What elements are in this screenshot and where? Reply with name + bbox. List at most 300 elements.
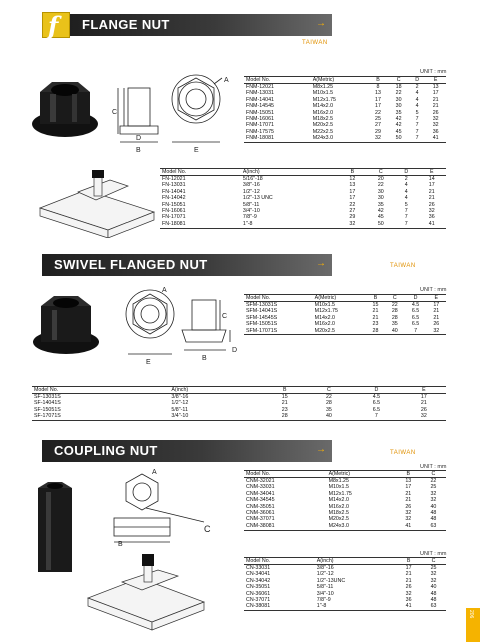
table-cell: CNM-34545: [246, 497, 275, 504]
section-title: FLANGE NUT: [82, 17, 170, 32]
column-header: E: [427, 295, 446, 302]
table-cell: 3/4"-10: [242, 207, 260, 214]
table-cell: 4.5: [411, 302, 420, 309]
table-cell: 12: [349, 176, 356, 183]
column-header: C: [421, 471, 446, 478]
column-header: Model No.: [244, 558, 315, 565]
table-cell: 41: [425, 136, 446, 143]
table-row: [160, 176, 446, 183]
table-row: [244, 136, 446, 143]
table-cell: 21: [372, 314, 379, 321]
table-cell: 42: [395, 115, 402, 122]
table-cell: 21: [405, 571, 412, 578]
table-cell: 42: [395, 122, 402, 129]
table-header-row: [244, 558, 446, 565]
unit-label: UNIT : mm: [420, 464, 447, 470]
table-cell: 6.5: [411, 321, 420, 328]
table-cell: 50: [367, 221, 395, 228]
table-cell: M10x1.5: [328, 484, 349, 491]
column-header: Model No.: [244, 295, 313, 302]
table-cell: SFM-15051S: [246, 321, 278, 328]
flange-metric-table: [244, 76, 446, 143]
table-cell: 42: [377, 207, 384, 214]
table-cell: 7/8"-9: [242, 214, 257, 221]
dim-label-b: B: [136, 147, 141, 154]
column-header: D: [409, 77, 425, 84]
column-header: C: [388, 77, 409, 84]
table-row: [244, 565, 446, 572]
table-cell: 7/8"-9: [316, 596, 331, 603]
table-cell: 17: [428, 182, 435, 189]
table-cell: M8x1.25: [328, 478, 349, 485]
table-cell: 3/8"-16: [171, 394, 189, 401]
table-cell: 21: [405, 497, 412, 504]
table-cell: 25: [430, 565, 437, 572]
table-cell: SF-17071S: [32, 414, 169, 421]
table-row: [244, 523, 446, 530]
dim-label-d: D: [232, 347, 238, 354]
swivel-nut-drawing: [110, 282, 240, 368]
table-cell: 13: [349, 182, 356, 189]
table-cell: 26: [432, 109, 439, 116]
table-cell: 30: [395, 96, 402, 103]
table-cell: 17: [432, 90, 439, 97]
column-header: E: [402, 387, 446, 394]
table-cell: CN-36061: [246, 590, 271, 597]
table-cell: 45: [377, 214, 384, 221]
table-cell: 5: [415, 109, 419, 116]
column-header: A(Metric): [311, 77, 368, 84]
table-header-row: [244, 77, 446, 84]
table-cell: 41: [418, 221, 446, 228]
column-header: C: [307, 387, 351, 394]
arrow-icon: →: [316, 444, 326, 455]
column-header: B: [263, 387, 307, 394]
table-cell: M12x1.75: [314, 308, 338, 315]
table-cell: 30: [377, 188, 384, 195]
column-header: B: [396, 471, 421, 478]
table-cell: M16x2.0: [328, 503, 349, 510]
column-header: A(Metric): [327, 471, 396, 478]
table-cell: 25: [375, 115, 381, 122]
table-cell: 17: [405, 565, 412, 572]
table-header-row: [244, 295, 446, 302]
table-cell: 5/8"-11: [171, 406, 188, 413]
table-cell: 22: [349, 201, 356, 208]
column-header: A(inch): [241, 169, 338, 176]
table-cell: 48: [430, 596, 437, 603]
table-cell: 17: [433, 302, 440, 309]
table-cell: FNM-17575: [246, 128, 274, 135]
table-cell: 1/2"-13UNC: [316, 577, 346, 584]
table-cell: 5/8"-11: [242, 201, 260, 208]
table-cell: 26: [420, 406, 427, 413]
table-cell: 28: [391, 314, 398, 321]
coupling-nut-drawing: [84, 468, 234, 548]
table-cell: 21: [432, 103, 439, 110]
table-cell: 22: [395, 90, 402, 97]
table-cell: 4: [404, 195, 408, 202]
section-title: SWIVEL FLANGED NUT: [54, 257, 208, 272]
table-cell: 21: [432, 96, 439, 103]
swivel-inch-table: [32, 386, 446, 421]
table-cell: 22: [377, 182, 384, 189]
table-cell: M20x2.5: [312, 122, 334, 129]
column-header: B: [396, 558, 421, 565]
table-cell: 22: [430, 478, 437, 485]
table-cell: 3/4"-10: [316, 590, 334, 597]
dim-label-c: C: [222, 313, 228, 320]
table-cell: CN-34042: [246, 577, 271, 584]
section-banner-flange: [70, 14, 332, 36]
table-cell: 1/2"-12: [242, 188, 260, 195]
table-header-row: [32, 387, 446, 394]
table-cell: FN-15051: [162, 201, 186, 208]
table-cell: M14x2.0: [312, 103, 334, 110]
table-row: [32, 394, 446, 401]
dim-label-c: C: [204, 524, 211, 534]
table-cell: 17: [349, 188, 356, 195]
dim-label-a: A: [152, 469, 157, 476]
column-header: C: [367, 169, 395, 176]
column-header: A(inch): [169, 387, 262, 394]
table-cell: 50: [388, 136, 409, 143]
table-cell: FN-18081: [160, 221, 241, 228]
table-cell: 21: [428, 188, 435, 195]
table-cell: 17: [405, 484, 412, 491]
table-cell: 45: [395, 128, 402, 135]
coupling-inch-table: [244, 557, 446, 611]
table-cell: 20: [377, 176, 384, 183]
table-cell: 7: [404, 207, 408, 214]
column-header: B: [338, 169, 366, 176]
table-cell: 36: [432, 128, 439, 135]
table-cell: 22: [325, 394, 332, 401]
table-cell: 25: [430, 484, 437, 491]
table-cell: 1/2"-13 UNC: [242, 195, 273, 202]
arrow-icon: →: [316, 258, 326, 269]
table-cell: 14: [428, 176, 435, 183]
section-banner-coupling: [42, 440, 332, 462]
table-cell: 32: [430, 490, 437, 497]
table-header-row: [160, 169, 446, 176]
column-header: D: [404, 295, 426, 302]
dim-label-c: C: [112, 109, 118, 116]
table-cell: FN-12021: [162, 176, 186, 183]
table-cell: CN-35051: [246, 584, 271, 591]
table-cell: 41: [396, 604, 421, 611]
column-header: C: [421, 558, 446, 565]
table-cell: M10x1.5: [314, 302, 335, 309]
section-title: COUPLING NUT: [54, 443, 158, 458]
table-cell: 13: [405, 478, 412, 485]
table-cell: FNM-17071: [246, 122, 274, 129]
table-cell: 23: [372, 321, 379, 328]
table-row: [244, 328, 446, 335]
table-cell: CN-38081: [244, 604, 315, 611]
table-cell: 30: [377, 195, 384, 202]
table-cell: 26: [428, 201, 435, 208]
table-cell: 32: [428, 207, 435, 214]
flange-nut-drawing: [110, 70, 235, 156]
column-header: D: [351, 387, 402, 394]
table-cell: SF-14041S: [34, 400, 61, 407]
table-cell: 5/16"-18: [242, 176, 263, 183]
unit-label: UNIT : mm: [420, 69, 447, 75]
table-cell: 17: [375, 103, 381, 110]
table-cell: M14x2.0: [328, 497, 349, 504]
table-cell: 32: [402, 414, 446, 421]
table-cell: 40: [430, 503, 437, 510]
table-cell: FNM-16061: [246, 115, 274, 122]
table-cell: M24x3.0: [327, 523, 396, 530]
table-cell: 21: [281, 400, 288, 407]
dim-label-a: A: [224, 77, 229, 84]
table-cell: 23: [281, 406, 288, 413]
table-cell: 3/8"-16: [242, 182, 260, 189]
table-cell: 29: [349, 214, 356, 221]
table-cell: 35: [395, 109, 402, 116]
table-cell: 3/4"-10: [169, 414, 262, 421]
table-cell: 4: [415, 96, 419, 103]
origin-label: TAIWAN: [390, 263, 416, 269]
table-cell: 7: [415, 128, 419, 135]
table-cell: 7: [415, 115, 419, 122]
table-cell: CNM-35051: [246, 503, 275, 510]
table-cell: M22x2.5: [312, 128, 334, 135]
table-cell: 48: [430, 590, 437, 597]
table-cell: M12x1.75: [328, 490, 352, 497]
table-cell: 21: [428, 195, 435, 202]
table-cell: 1/2"-12: [171, 400, 189, 407]
table-row: [32, 414, 446, 421]
table-cell: 35: [377, 201, 384, 208]
table-cell: CNM-37071: [246, 516, 275, 523]
table-cell: 5/8"-11: [316, 584, 334, 591]
table-cell: 6.5: [372, 406, 381, 413]
table-cell: 28: [263, 414, 307, 421]
table-cell: 15: [372, 302, 379, 309]
table-cell: 1"-8: [315, 604, 396, 611]
table-cell: 32: [430, 577, 437, 584]
table-cell: 21: [405, 490, 412, 497]
flange-inch-table: [160, 168, 446, 229]
table-cell: 41: [396, 523, 421, 530]
dim-label-b: B: [202, 355, 207, 362]
table-cell: 17: [420, 394, 427, 401]
table-cell: FNM-12021: [246, 84, 274, 91]
table-cell: 7: [351, 414, 402, 421]
swivel-nut-photo: [30, 286, 102, 358]
table-row: [244, 604, 446, 611]
coupling-metric-table: [244, 470, 446, 531]
table-cell: CN-33031: [246, 565, 271, 572]
table-cell: 2: [415, 84, 419, 91]
table-cell: 22: [375, 109, 381, 116]
table-cell: M8x1.25: [312, 84, 334, 91]
column-header: B: [366, 295, 385, 302]
table-cell: 6.5: [411, 314, 420, 321]
table-cell: 8: [376, 84, 380, 91]
table-cell: 32: [427, 328, 446, 335]
table-cell: 22: [391, 302, 398, 309]
table-cell: 4: [415, 103, 419, 110]
section-banner-swivel: [42, 254, 332, 276]
table-cell: 17: [375, 96, 381, 103]
table-cell: CNM-38081: [244, 523, 327, 530]
table-cell: 7: [404, 328, 426, 335]
table-cell: 21: [433, 314, 440, 321]
table-cell: 40: [430, 584, 437, 591]
table-cell: 18: [395, 84, 402, 91]
table-cell: FNM-18081: [244, 136, 311, 143]
table-cell: 13: [432, 84, 439, 91]
table-cell: FNM-13031: [246, 90, 274, 97]
table-cell: 40: [385, 328, 404, 335]
column-header: B: [368, 77, 389, 84]
origin-label: TAIWAN: [302, 40, 328, 46]
table-cell: FN-14041: [162, 188, 186, 195]
unit-label: UNIT : mm: [420, 551, 447, 557]
table-cell: 36: [428, 214, 435, 221]
table-cell: 36: [405, 596, 412, 603]
coupling-nut-clamp-illustration: [86, 552, 206, 632]
table-cell: M18x2.5: [328, 509, 349, 516]
table-cell: 7: [395, 221, 417, 228]
table-cell: CN-34041: [246, 571, 271, 578]
table-cell: 6.5: [372, 400, 381, 407]
table-cell: CNM-32021: [246, 478, 275, 485]
table-cell: 48: [430, 516, 437, 523]
table-cell: FN-14042: [162, 195, 186, 202]
coupling-nut-photo: [30, 478, 80, 578]
column-header: A(Metric): [313, 295, 366, 302]
table-cell: 63: [421, 604, 446, 611]
table-cell: 27: [349, 207, 356, 214]
column-header: E: [418, 169, 446, 176]
table-cell: SFM-14545S: [246, 314, 278, 321]
table-cell: 21: [433, 308, 440, 315]
column-header: D: [395, 169, 417, 176]
table-cell: CN-37071: [246, 596, 271, 603]
table-cell: 28: [325, 400, 332, 407]
table-cell: 28: [366, 328, 385, 335]
brand-logo: f: [42, 12, 70, 38]
table-cell: M20x2.5: [328, 516, 349, 523]
table-cell: M18x2.5: [312, 115, 334, 122]
table-cell: 5: [404, 201, 408, 208]
table-cell: SFM-14041S: [246, 308, 278, 315]
table-cell: FN-16061: [162, 207, 186, 214]
dim-label-d: D: [136, 135, 142, 142]
table-cell: SFM-17071S: [244, 328, 313, 335]
table-cell: CNM-33031: [246, 484, 275, 491]
table-cell: 32: [405, 516, 412, 523]
page-number: 206: [468, 610, 474, 619]
table-cell: 32: [338, 221, 366, 228]
table-cell: 32: [432, 122, 439, 129]
unit-label: UNIT : mm: [420, 287, 447, 293]
table-cell: 26: [433, 321, 440, 328]
page-number-tab: [466, 608, 480, 642]
table-cell: 3/8"-16: [316, 565, 334, 572]
table-cell: M12x1.75: [312, 96, 336, 103]
table-cell: 21: [372, 308, 379, 315]
column-header: Model No.: [244, 77, 311, 84]
table-cell: 30: [395, 103, 402, 110]
table-cell: M16x2.0: [314, 321, 335, 328]
table-cell: 63: [421, 523, 446, 530]
table-cell: 35: [325, 406, 332, 413]
table-cell: M14x2.0: [314, 314, 335, 321]
flange-nut-clamp-illustration: [38, 168, 156, 238]
column-header: Model No.: [160, 169, 241, 176]
table-cell: 28: [391, 308, 398, 315]
table-cell: 35: [391, 321, 398, 328]
table-cell: 32: [430, 571, 437, 578]
table-cell: 4: [415, 90, 419, 97]
table-cell: 7: [415, 122, 419, 129]
table-cell: 15: [281, 394, 288, 401]
flange-nut-photo: [30, 70, 100, 142]
column-header: A(inch): [315, 558, 396, 565]
table-cell: SF-15051S: [34, 406, 61, 413]
table-cell: 32: [430, 497, 437, 504]
table-cell: 27: [375, 122, 381, 129]
table-cell: M10x1.5: [312, 90, 334, 97]
table-cell: 40: [307, 414, 351, 421]
table-cell: 32: [432, 115, 439, 122]
table-cell: FN-13031: [162, 182, 186, 189]
table-cell: 6.5: [411, 308, 420, 315]
table-cell: 32: [405, 509, 412, 516]
table-cell: 32: [368, 136, 389, 143]
column-header: Model No.: [244, 471, 327, 478]
table-cell: 21: [405, 577, 412, 584]
table-cell: FN-17071: [162, 214, 186, 221]
dim-label-e: E: [194, 147, 199, 154]
table-cell: CNM-36061: [246, 509, 275, 516]
table-cell: 4: [404, 188, 408, 195]
table-header-row: [244, 471, 446, 478]
table-cell: 2: [404, 176, 408, 183]
column-header: Model No.: [32, 387, 169, 394]
table-cell: 4.5: [372, 394, 381, 401]
origin-label: TAIWAN: [390, 450, 416, 456]
column-header: E: [425, 77, 446, 84]
table-cell: 17: [349, 195, 356, 202]
column-header: C: [385, 295, 404, 302]
table-cell: 7: [404, 214, 408, 221]
table-cell: M16x2.0: [312, 109, 334, 116]
table-cell: 26: [405, 584, 412, 591]
table-cell: 26: [405, 503, 412, 510]
table-cell: M20x2.5: [313, 328, 366, 335]
table-cell: FNM-14041: [246, 96, 274, 103]
arrow-icon: →: [316, 18, 326, 29]
swivel-metric-table: [244, 294, 446, 335]
dim-label-e: E: [146, 359, 151, 366]
table-cell: SFM-13031S: [246, 302, 278, 309]
table-cell: 21: [420, 400, 427, 407]
table-cell: CNM-34041: [246, 490, 275, 497]
table-cell: 1"-8: [241, 221, 338, 228]
table-cell: 29: [375, 128, 381, 135]
dim-label-b: B: [118, 541, 123, 548]
table-cell: FNM-14545: [246, 103, 274, 110]
dim-label-a: A: [162, 287, 167, 294]
table-cell: 4: [404, 182, 408, 189]
